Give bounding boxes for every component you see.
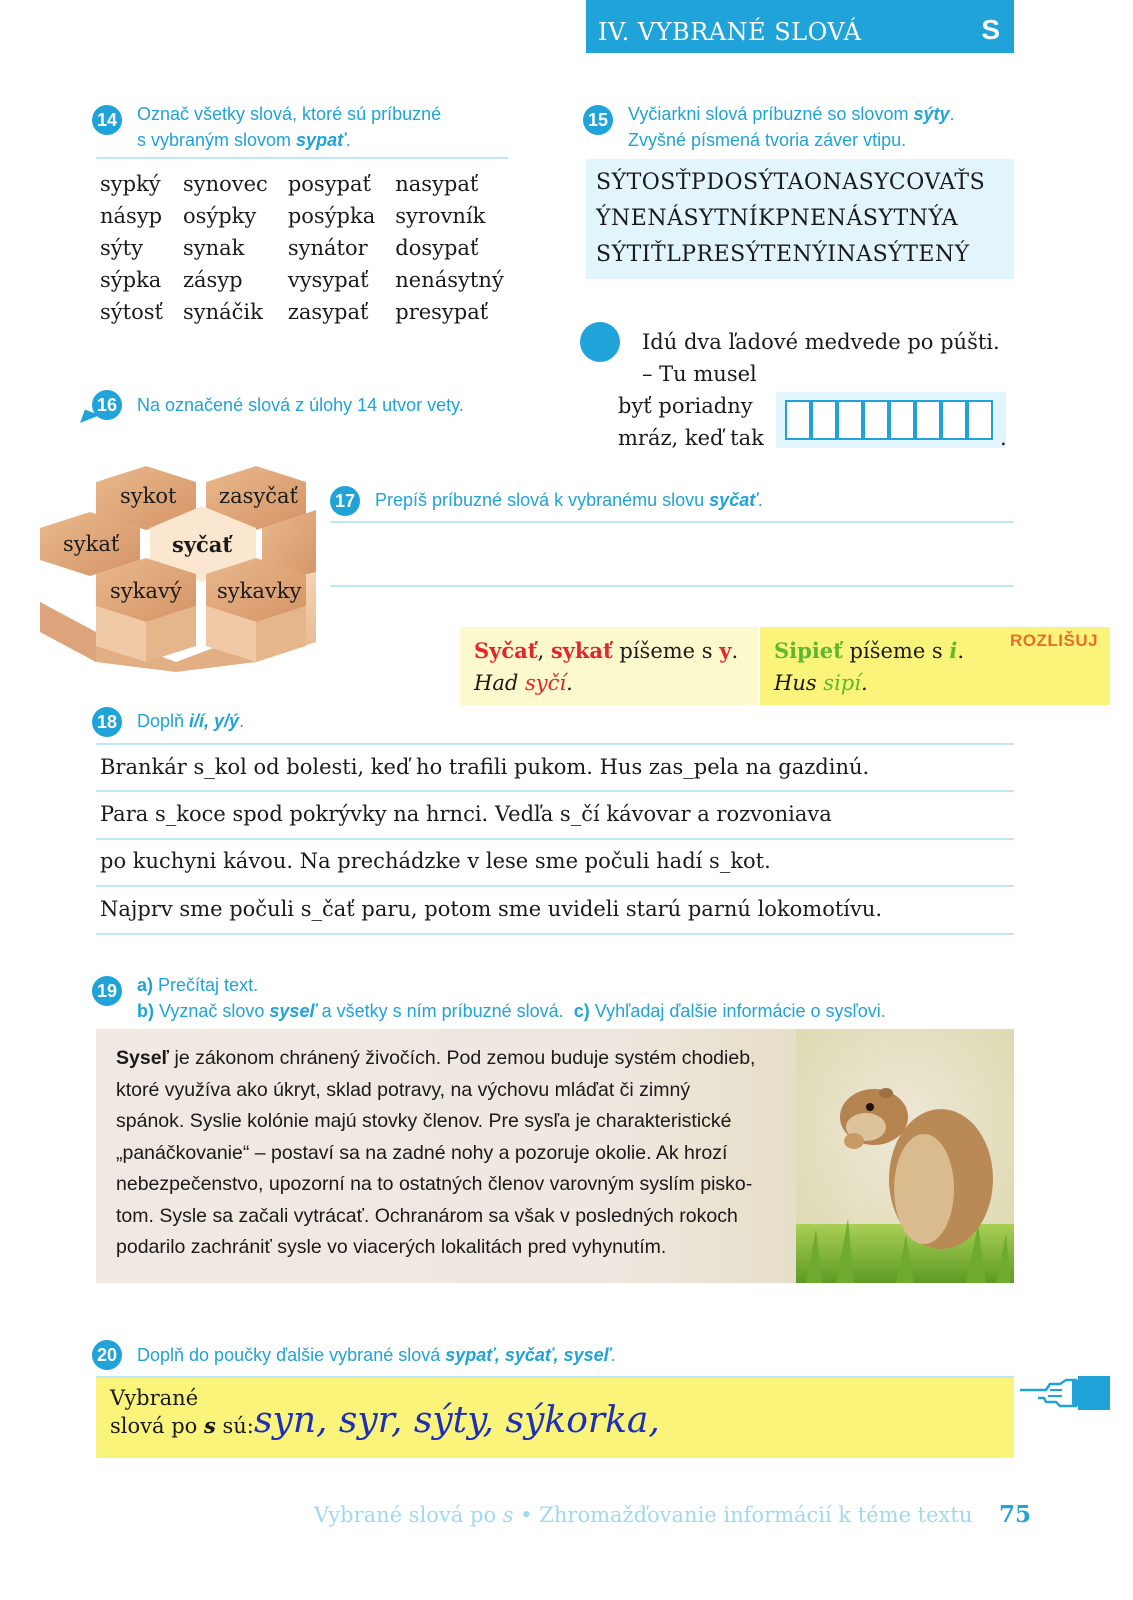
task-18-rule-1 xyxy=(96,743,1014,745)
joke-line-3: byť poriadny xyxy=(618,394,753,418)
word-cell[interactable]: posýpka xyxy=(287,204,376,228)
answer-box[interactable] xyxy=(785,400,811,440)
word-cell[interactable]: dosypať xyxy=(395,236,479,260)
answer-box[interactable] xyxy=(941,400,967,440)
rozlisuj-left: Syčať, sykať píšeme s y. Had syčí. xyxy=(460,627,758,705)
hex-word-sykavky: sykavky xyxy=(217,579,302,603)
fill-line-3[interactable]: po kuchyni kávou. Na prechádzke v lese sme počuli hadí s_kot. xyxy=(100,849,771,873)
task-18-instruction: Doplň i/í, y/ý. xyxy=(137,711,245,731)
answer-box[interactable] xyxy=(967,400,993,440)
word-cell[interactable]: sýpka xyxy=(100,268,162,292)
word-cell[interactable]: zásyp xyxy=(182,268,243,292)
task-15-instruction xyxy=(628,101,955,153)
answer-box[interactable] xyxy=(811,400,837,440)
answer-box[interactable] xyxy=(837,400,863,440)
rozlisuj-label: ROZLIŠUJ xyxy=(998,627,1110,705)
word-cell[interactable]: syrovník xyxy=(395,204,486,228)
word-cell[interactable]: násyp xyxy=(100,204,163,228)
chapter-letter: S xyxy=(981,14,1000,45)
puzzle-line-3: SÝTIŤLPRESÝTENÝINASÝTENÝ xyxy=(596,242,970,267)
word-cell[interactable]: synátor xyxy=(287,236,368,260)
word-cell[interactable]: presypať xyxy=(395,300,489,324)
fill-line-1[interactable]: Brankár s_kol od bolesti, keď ho trafili pukom. Hus zas_pela na gazdinú. xyxy=(100,755,870,779)
word-cell[interactable]: synovec xyxy=(182,172,268,196)
task-18-rule-3 xyxy=(96,838,1014,840)
task-17-rule-2 xyxy=(330,585,1014,587)
handwritten-words[interactable]: syn, syr, sýty, sýkorka, xyxy=(254,1400,660,1441)
chapter-title: IV. VYBRANÉ SLOVÁ xyxy=(598,18,862,46)
joke-end: . xyxy=(1000,426,1007,450)
hex-word-sycat: syčať xyxy=(172,532,233,557)
rule-box xyxy=(96,1378,1014,1456)
fill-line-2[interactable]: Para s_koce spod pokrývky na hrnci. Vedľa s_čí kávovar a rozvoniava xyxy=(100,802,832,826)
task-20-rule-bottom xyxy=(96,1456,1014,1458)
puzzle-line-2: ÝNENÁSYTNÍKPNENÁSYTNÝA xyxy=(596,206,959,231)
task-15-line2: Zvyšné písmená tvoria záver vtipu. xyxy=(628,130,907,150)
word-cell[interactable]: posypať xyxy=(287,172,371,196)
answer-box[interactable] xyxy=(863,400,889,440)
word-row xyxy=(100,300,524,332)
word-cell[interactable]: sýtosť xyxy=(100,300,163,324)
task-18-rule-5 xyxy=(96,933,1014,935)
word-row xyxy=(100,236,524,268)
answer-box[interactable] xyxy=(915,400,941,440)
task-15-number: 15 xyxy=(583,105,613,135)
word-row xyxy=(100,172,524,204)
speech-bubble-icon xyxy=(580,322,620,362)
word-cell[interactable]: sypký xyxy=(100,172,161,196)
syseľ-panel xyxy=(96,1029,1014,1283)
letter-puzzle xyxy=(586,159,1014,279)
task-17-rule-1 xyxy=(330,521,1014,523)
rule-label: Vybrané slová po s sú: xyxy=(110,1386,254,1438)
rozlisuj-right: Sipieť píšeme s i. Hus sipí. xyxy=(760,627,1000,705)
joke-line-4: mráz, keď tak xyxy=(618,426,764,450)
task-14-rule xyxy=(96,157,508,159)
word-cell[interactable]: vysypať xyxy=(287,268,369,292)
word-cell[interactable]: osýpky xyxy=(182,204,257,228)
task-14-instruction xyxy=(137,101,441,153)
hex-word-sykat: sykať xyxy=(63,532,120,556)
word-cell[interactable]: synáčik xyxy=(182,300,263,324)
word-cell[interactable]: synak xyxy=(182,236,245,260)
word-cell[interactable]: nenásytný xyxy=(395,268,504,292)
word-cell[interactable]: zasypať xyxy=(287,300,369,324)
hex-word-sykavy: sykavý xyxy=(110,579,182,603)
joke-line-1: Idú dva ľadové medvede po púšti. xyxy=(642,330,1000,354)
task-14-line1: Označ všetky slová, ktoré sú príbuzné xyxy=(137,104,442,124)
hex-word-zasycat: zasyčať xyxy=(219,484,298,508)
fill-line-4[interactable]: Najprv sme počuli s_čať paru, potom sme uvideli starú parnú lokomotívu. xyxy=(100,897,883,921)
word-cell[interactable]: nasypať xyxy=(395,172,479,196)
task-17-number: 17 xyxy=(330,486,360,516)
task-18-rule-4 xyxy=(96,885,1014,887)
footer: Vybrané slová po s • Zhromažďovanie informácií k téme textu xyxy=(314,1503,973,1527)
syseľ-text: Syseľ je zákonom chránený živočích. Pod zemou buduje systém chodieb, ktoré využíva ako úkryt, sklad potravy, na výchovu mláďat či zimný spánok. Syslie kolónie majú stovky členov. Pre sysľa je charakteristické „panáčkovanie“ – postaví sa na zadné nohy a pozoruje okolie. Ak hrozí nebezpečenstvo, upozorní na to ostatných členov varovným syslím pisko- tom. Sysle sa začali vytrácať. Ochranárom sa však v posledných rokoch podarilo zachrániť sysle vo viacerých lokalitách pred vyhynutím. xyxy=(116,1047,756,1258)
task-18-rule-2 xyxy=(96,790,1014,792)
task-16-instruction: Na označené slová z úlohy 14 utvor vety. xyxy=(137,395,464,415)
task-15-line1: Vyčiarkni slová príbuzné so slovom sýty. xyxy=(628,104,955,124)
hex-word-sykot: sykot xyxy=(120,484,177,508)
task-18-number: 18 xyxy=(92,707,122,737)
task-14-number: 14 xyxy=(92,105,122,135)
task-20-number: 20 xyxy=(92,1340,122,1370)
task-16-number: 16 xyxy=(92,390,122,420)
task-19-instruction: a) Prečítaj text. b) Vyznač slovo syseľ a všetky s ním príbuzné slová. c) Vyhľadaj ďalšie informácie o sysľovi. xyxy=(137,975,886,1021)
chapter-header xyxy=(586,0,1014,53)
puzzle-line-1: SÝTOSŤPDOSÝTAONASYCOVAŤS xyxy=(596,170,986,195)
word-cell[interactable]: sýty xyxy=(100,236,143,260)
task-14-line2: s vybraným slovom sypať. xyxy=(137,130,351,150)
task-20-instruction: Doplň do poučky ďalšie vybrané slová sypať, syčať, syseľ. xyxy=(137,1345,616,1365)
task-17-instruction: Prepíš príbuzné slová k vybranému slovu syčať. xyxy=(375,490,763,510)
word-row xyxy=(100,204,524,236)
word-row xyxy=(100,268,524,300)
task-14-word-table xyxy=(100,172,524,332)
page-number: 75 xyxy=(999,1501,1032,1528)
answer-box[interactable] xyxy=(889,400,915,440)
task-19-number: 19 xyxy=(92,976,122,1006)
pointing-hand-icon xyxy=(1016,1376,1110,1410)
joke-line-2: – Tu musel xyxy=(642,362,757,386)
